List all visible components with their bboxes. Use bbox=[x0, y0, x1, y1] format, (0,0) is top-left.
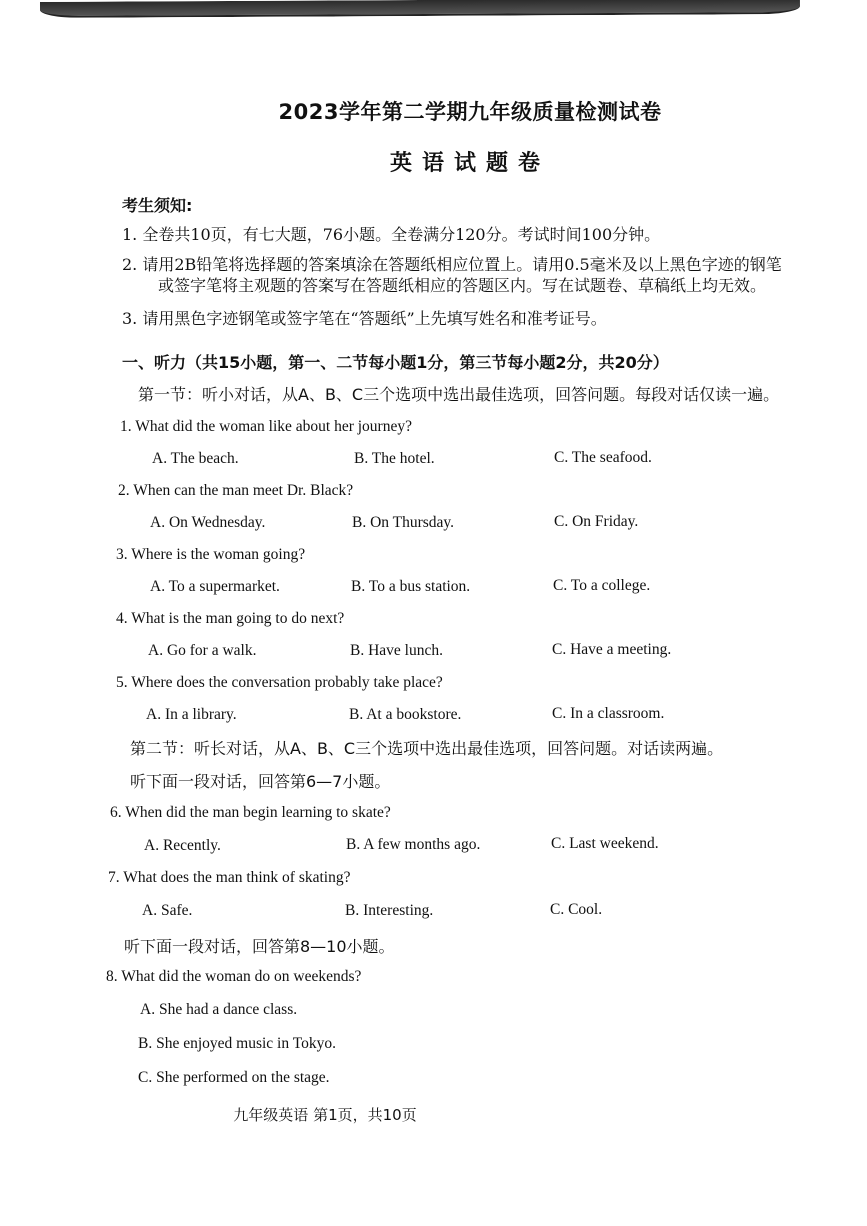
q3-option-c: C. To a college. bbox=[553, 577, 651, 594]
q7-option-a: A. Safe. bbox=[142, 902, 193, 919]
q8-option-c: C. She performed on the stage. bbox=[138, 1069, 330, 1086]
q6-option-c: C. Last weekend. bbox=[551, 835, 659, 852]
notice-heading: 考生须知: bbox=[122, 196, 193, 215]
q7-option-b: B. Interesting. bbox=[345, 902, 434, 919]
q6-option-a: A. Recently. bbox=[144, 837, 221, 854]
q2-option-b: B. On Thursday. bbox=[352, 514, 455, 531]
q2-option-a: A. On Wednesday. bbox=[150, 514, 266, 531]
q3-option-b: B. To a bus station. bbox=[351, 578, 471, 595]
q7-option-c: C. Cool. bbox=[550, 901, 603, 918]
part2-instruction: 第二节：听长对话，从A、B、C三个选项中选出最佳选项，回答问题。对话读两遍。 bbox=[130, 739, 724, 758]
q8-option-a: A. She had a dance class. bbox=[140, 1001, 298, 1018]
page-footer: 九年级英语 第1页，共10页 bbox=[233, 1106, 417, 1124]
question-1: 1. What did the woman like about her journey? bbox=[120, 418, 412, 435]
notice-item-2: 2. 请用2B铅笔将选择题的答案填涂在答题纸相应位置上。请用0.5毫米及以上黑色字迹的钢笔 bbox=[122, 255, 782, 274]
question-8: 8. What did the woman do on weekends? bbox=[106, 968, 362, 985]
q5-option-a: A. In a library. bbox=[146, 706, 237, 723]
question-3: 3. Where is the woman going? bbox=[116, 546, 306, 563]
part1-instruction: 第一节：听小对话，从A、B、C三个选项中选出最佳选项，回答问题。每段对话仅读一遍。 bbox=[138, 385, 780, 404]
q1-option-c: C. The seafood. bbox=[554, 449, 652, 466]
q6-option-b: B. A few months ago. bbox=[346, 836, 481, 853]
q1-option-b: B. The hotel. bbox=[354, 450, 435, 467]
question-6: 6. When did the man begin learning to skate? bbox=[110, 804, 391, 821]
q5-option-c: C. In a classroom. bbox=[552, 705, 665, 722]
section-listening-heading: 一、听力（共15小题，第一、二节每小题1分，第三节每小题2分，共20分） bbox=[122, 353, 669, 372]
notice-item-1: 1. 全卷共10页，有七大题，76小题。全卷满分120分。考试时间100分钟。 bbox=[122, 225, 661, 244]
q4-option-b: B. Have lunch. bbox=[350, 642, 443, 659]
dialog-instruction-8-10: 听下面一段对话，回答第8—10小题。 bbox=[124, 937, 395, 956]
q8-option-b: B. She enjoyed music in Tokyo. bbox=[138, 1035, 336, 1052]
q4-option-a: A. Go for a walk. bbox=[148, 642, 257, 659]
question-2: 2. When can the man meet Dr. Black? bbox=[118, 482, 354, 499]
notice-item-3: 3. 请用黑色字迹钢笔或签字笔在“答题纸”上先填写姓名和准考证号。 bbox=[122, 309, 607, 328]
question-5: 5. Where does the conversation probably take place? bbox=[116, 674, 443, 691]
q4-option-c: C. Have a meeting. bbox=[552, 641, 672, 658]
dialog-instruction-6-7: 听下面一段对话，回答第6—7小题。 bbox=[130, 772, 391, 791]
question-4: 4. What is the man going to do next? bbox=[116, 610, 345, 627]
exam-subtitle: 英语试题卷 bbox=[389, 151, 550, 176]
q1-option-a: A. The beach. bbox=[152, 450, 239, 467]
scan-ruler-edge bbox=[40, 0, 800, 18]
q3-option-a: A. To a supermarket. bbox=[150, 578, 280, 595]
question-7: 7. What does the man think of skating? bbox=[108, 869, 351, 886]
notice-item-2-cont: 或签字笔将主观题的答案写在答题纸相应的答题区内。写在试题卷、草稿纸上均无效。 bbox=[158, 276, 767, 295]
exam-title: 2023学年第二学期九年级质量检测试卷 bbox=[278, 100, 662, 124]
q2-option-c: C. On Friday. bbox=[554, 513, 639, 530]
q5-option-b: B. At a bookstore. bbox=[349, 706, 462, 723]
